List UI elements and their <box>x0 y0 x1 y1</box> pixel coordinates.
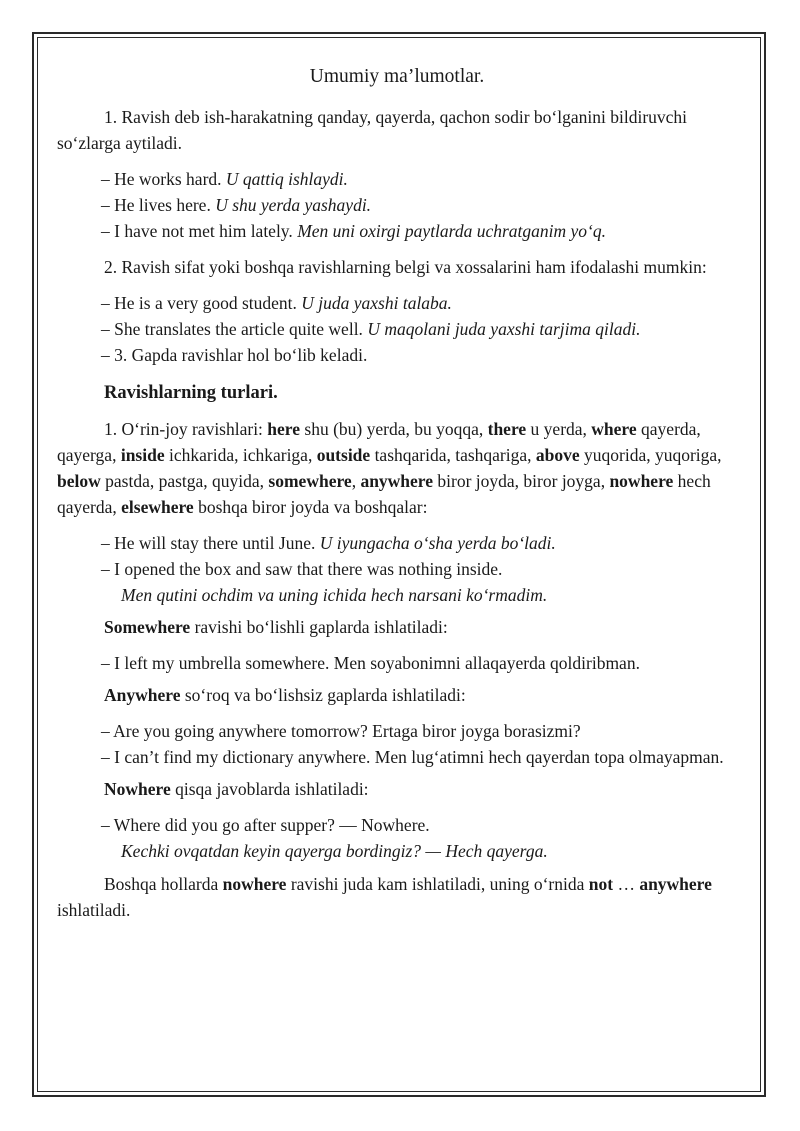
final-paragraph: Boshqa hollarda nowhere ravishi juda kam ishlatiladi, uning o‘rnida not … anywhere ishlatiladi. <box>57 874 712 920</box>
example-en: – He lives here. <box>101 195 216 215</box>
example-line <box>57 316 737 342</box>
example-line: – Where did you go after supper? — Nowhere. <box>101 815 430 835</box>
nowhere-rule: Nowhere qisqa javoblarda ishlatiladi: <box>104 779 369 799</box>
example-line: – Are you going anywhere tomorrow? Ertaga biror joyga borasizmi? <box>101 721 581 741</box>
paragraph-3: – 3. Gapda ravishlar hol bo‘lib keladi. <box>101 345 368 365</box>
examples-1 <box>57 166 737 244</box>
section-heading: Ravishlarning turlari. <box>104 383 278 403</box>
paragraph-2: 2. Ravish sifat yoki boshqa ravishlarning belgi va xossalarini ham ifodalashi mumkin: <box>104 257 707 277</box>
document-body <box>57 64 737 923</box>
example-en: – He is a very good student. <box>101 293 302 313</box>
example-uz: U iyungacha o‘sha yerda bo‘ladi. <box>319 533 556 553</box>
example-uz: Men uni oxirgi paytlarda uchratganim yo‘q. <box>297 221 606 241</box>
example-line <box>57 166 737 192</box>
example-en: – He will stay there until June. <box>101 533 320 553</box>
example-line <box>57 290 737 316</box>
example-uz: U qattiq ishlaydi. <box>225 169 348 189</box>
page-title: Umumiy ma’lumotlar. <box>309 66 485 87</box>
paragraph-4: 1. O‘rin-joy ravishlari: here shu (bu) yerda, bu yoqqa, there u yerda, where qayerda, qayerga, inside ichkarida, ichkariga, outside tashqarida, tashqariga, above yuqorida, yuqoriga, below pastda, pastga, quyida, somewhere, anywhere biror joyda, biror joyga, nowhere hech qayerda, elsewhere boshqa biror joyda va boshqalar: <box>57 419 722 517</box>
somewhere-rule: Somewhere ravishi bo‘lishli gaplarda ishlatiladi: <box>104 617 448 637</box>
example-en: – She translates the article quite well. <box>101 319 368 339</box>
example-line: – I opened the box and saw that there was nothing inside. <box>101 559 503 579</box>
example-en: – He works hard. <box>101 169 226 189</box>
example-line: – I left my umbrella somewhere. Men soyabonimni allaqayerda qoldiribman. <box>101 653 640 673</box>
example-uz: U shu yerda yashaydi. <box>215 195 372 215</box>
example-line: – I can’t find my dictionary anywhere. Men lug‘atimni hech qayerdan topa olmayapman. <box>101 747 724 767</box>
example-line <box>57 192 737 218</box>
paragraph-1: 1. Ravish deb ish-harakatning qanday, qayerda, qachon sodir bo‘lganini bildiruvchi so‘zlarga aytiladi. <box>57 107 688 153</box>
example-translation: Kechki ovqatdan keyin qayerga bordingiz? — Hech qayerga. <box>121 841 548 861</box>
examples-2 <box>57 290 737 368</box>
example-line <box>57 530 737 556</box>
anywhere-rule: Anywhere so‘roq va bo‘lishsiz gaplarda ishlatiladi: <box>104 685 466 705</box>
example-translation: Men qutini ochdim va uning ichida hech narsani ko‘rmadim. <box>121 585 548 605</box>
example-line <box>57 218 737 244</box>
example-en: – I have not met him lately. <box>101 221 298 241</box>
example-uz: U maqolani juda yaxshi tarjima qiladi. <box>367 319 641 339</box>
example-uz: U juda yaxshi talaba. <box>301 293 452 313</box>
